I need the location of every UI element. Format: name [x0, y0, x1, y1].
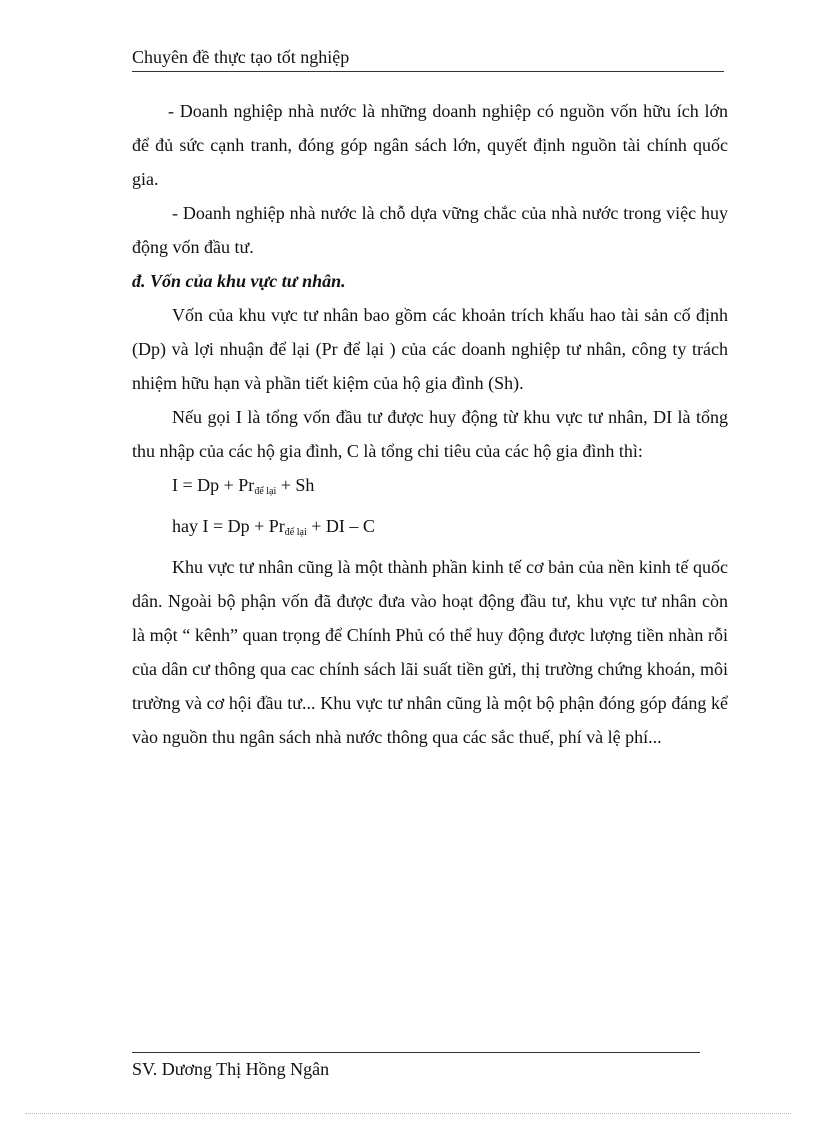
page-header: Chuyên đề thực tạo tốt nghiệp [132, 45, 724, 72]
paragraph-private-sector-capital: Vốn của khu vực tư nhân bao gồm các khoản trích khấu hao tài sản cố định (Dp) và lợi nhuận để lại (Pr để lại ) của các doanh nghiệp tư nhân, công ty trách nhiệm hữu hạn và phần tiết kiệm của hộ gia đình (Sh). [132, 305, 728, 393]
formula-investment-rhs: + Sh [276, 475, 315, 495]
page-footer-author: SV. Dương Thị Hồng Ngân [132, 1059, 330, 1079]
paragraph-investment-definition: Nếu gọi I là tổng vốn đầu tư được huy động từ khu vực tư nhân, DI là tổng thu nhập của các hộ gia đình, C là tổng chi tiêu của các hộ gia đình thì: [132, 407, 728, 461]
formula-investment-alt-rhs: + DI – C [306, 516, 375, 536]
paragraph-private-sector-role: Khu vực tư nhân cũng là một thành phần kinh tế cơ bản của nền kinh tế quốc dân. Ngoài bộ phận vốn đã được đưa vào hoạt động đầu tư, khu vực tư nhân còn là một “ kênh” quan trọng để Chính Phủ có thể huy động được lượng tiền nhàn rỗi của dân cư thông qua cac chính sách lãi suất tiền gửi, thị trường chứng khoán, môi trường và cơ hội đầu tư... Khu vực tư nhân cũng là một bộ phận đóng góp đáng kể vào nguồn thu ngân sách nhà nước thông qua các sắc thuế, phí và lệ phí... [132, 557, 728, 747]
footer-divider [132, 1052, 700, 1053]
formula-investment-lhs: I = Dp + Pr [172, 475, 255, 495]
formula-investment-alt-lhs: hay I = Dp + Pr [172, 516, 285, 536]
paragraph-state-enterprise-capital: - Doanh nghiệp nhà nước là những doanh nghiệp có nguồn vốn hữu ích lớn để đủ sức cạnh tranh, đóng góp ngân sách lớn, quyết định nguồn tài chính quốc gia. [132, 101, 728, 189]
paragraph-state-enterprise-support: - Doanh nghiệp nhà nước là chỗ dựa vững chắc của nhà nước trong việc huy động vốn đầu tư. [132, 203, 728, 257]
formula-investment-alt-subscript: để lại [284, 527, 307, 538]
document-body [132, 94, 728, 754]
page-bottom-border [25, 1113, 791, 1114]
formula-investment [132, 468, 728, 509]
formula-investment-alt [132, 509, 728, 550]
section-heading-private-sector: đ. Vốn của khu vực tư nhân. [132, 271, 346, 291]
formula-investment-subscript: để lại [254, 486, 277, 497]
